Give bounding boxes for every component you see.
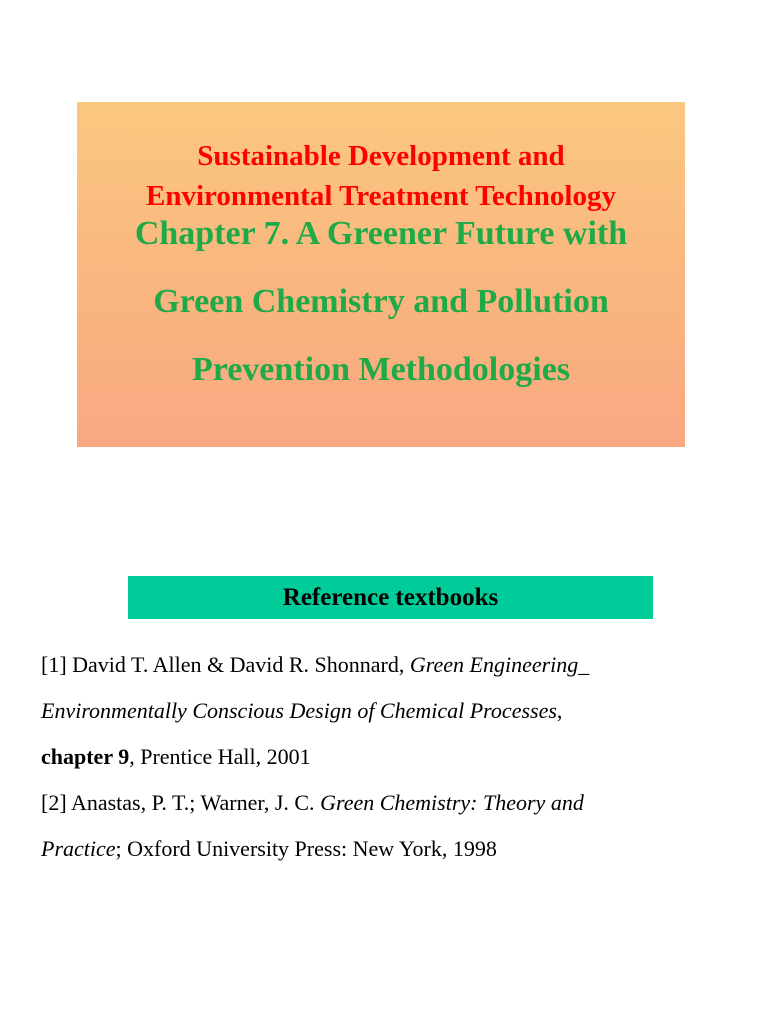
reference-2-publisher: ; Oxford University Press: New York, 1998 [115,836,497,861]
reference-1-publisher: , Prentice Hall, 2001 [129,744,311,769]
reference-list [41,642,731,872]
reference-1-authors: [1] David T. Allen & David R. Shonnard, [41,652,410,677]
reference-2-title-part-2: Practice [41,836,116,861]
reference-item-1 [41,642,731,780]
course-title-line-1: Sustainable Development and [197,140,565,172]
reference-1-separator: , [556,698,563,723]
reference-1-title-part-1: Green Engineering_ [409,652,590,677]
title-box [77,102,685,447]
reference-1-chapter: chapter 9 [41,744,130,769]
chapter-title-line-2: Green Chemistry and Pollution [153,283,609,320]
reference-2-authors: [2] Anastas, P. T.; Warner, J. C. [41,790,321,815]
reference-2-title-part-1: Green Chemistry: Theory and [320,790,584,815]
chapter-title-line-3: Prevention Methodologies [191,351,571,388]
reference-1-title-part-2: Environmentally Conscious Design of Chemical Processes [41,698,557,723]
chapter-title-line-1: Chapter 7. A Greener Future with [134,215,628,252]
chapter-title [77,200,685,404]
course-title-line-2: Environmental Treatment Technology [146,180,616,212]
reference-header: Reference textbooks [128,576,653,619]
reference-item-2 [41,780,731,872]
